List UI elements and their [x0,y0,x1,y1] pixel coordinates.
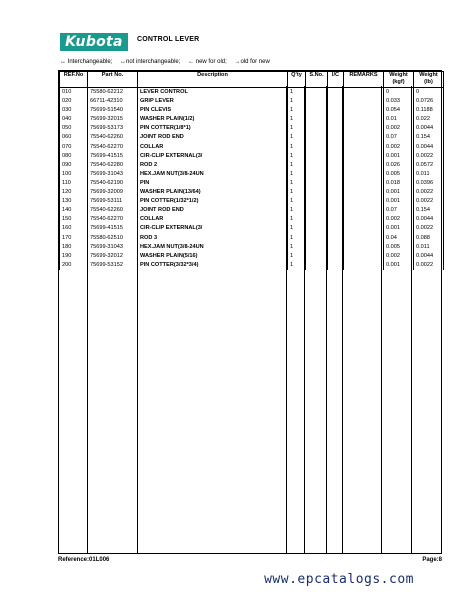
table-row [60,197,444,206]
ref-no-cell: 010 [60,88,88,98]
part-no-cell: 75540-62260 [88,133,138,142]
table-row [60,106,444,115]
ref-no-cell: 100 [60,170,88,179]
part-no-cell: 75540-62260 [88,206,138,215]
table-row [60,179,444,188]
weight-lb-cell: 0.0022 [414,261,444,270]
weight-kgf-cell: 0.002 [384,215,414,224]
table-row [60,188,444,197]
weight-kgf-cell: 0.001 [384,197,414,206]
remarks-cell [344,152,384,161]
serial-no-cell [306,133,328,142]
col-ic: I/C [328,72,344,88]
description-cell: PIN COTTER(3/32*3/4) [138,261,288,270]
weight-lb-cell: 0.0044 [414,215,444,224]
remarks-cell [344,206,384,215]
qty-cell: 1 [288,215,306,224]
table-row [60,88,444,98]
serial-no-cell [306,215,328,224]
remarks-cell [344,143,384,152]
ref-no-cell: 060 [60,133,88,142]
kubota-logo: Kubota [60,33,128,51]
part-no-cell: 75699-41515 [88,152,138,161]
serial-no-cell [306,170,328,179]
weight-lb-cell: 0.0022 [414,188,444,197]
table-row [60,97,444,106]
serial-no-cell [306,88,328,98]
description-cell: JOINT ROD END [138,133,288,142]
remarks-cell [344,115,384,124]
col-ref-no: REF.No [60,72,88,88]
serial-no-cell [306,179,328,188]
legend-interchangeable: ↔ Interchangeable; [60,59,113,65]
qty-cell: 1 [288,133,306,142]
qty-cell: 1 [288,143,306,152]
weight-lb-cell: 0.0726 [414,97,444,106]
ref-no-cell: 040 [60,115,88,124]
table-row [60,252,444,261]
col-serial-no: S.No. [306,72,328,88]
part-no-cell: 75580-62212 [88,88,138,98]
weight-kgf-cell: 0.005 [384,243,414,252]
table-header-row [60,72,444,88]
page-number: Page:8 [422,557,442,563]
remarks-cell [344,252,384,261]
description-cell: HEX.JAM NUT(3/8-24UN [138,170,288,179]
remarks-cell [344,88,384,98]
table-row [60,115,444,124]
description-cell: PIN CLEVIS [138,106,288,115]
weight-lb-cell: 0.0044 [414,252,444,261]
column-divider [87,86,88,553]
remarks-cell [344,170,384,179]
col-qty: Q'ty [288,72,306,88]
weight-kgf-cell: 0.054 [384,106,414,115]
description-cell: HEX.JAM NUT(3/8-24UN [138,243,288,252]
serial-no-cell [306,161,328,170]
weight-kgf-cell: 0.033 [384,97,414,106]
qty-cell: 1 [288,88,306,98]
qty-cell: 1 [288,124,306,133]
legend-new-for-old: ← new for old; [188,59,227,65]
part-no-cell: 75699-51540 [88,106,138,115]
qty-cell: 1 [288,106,306,115]
serial-no-cell [306,188,328,197]
table-row [60,143,444,152]
qty-cell: 1 [288,152,306,161]
parts-table [59,71,444,270]
ref-no-cell: 180 [60,243,88,252]
remarks-cell [344,161,384,170]
col-part-no: Part No. [88,72,138,88]
weight-kgf-cell: 0.002 [384,143,414,152]
qty-cell: 1 [288,170,306,179]
qty-cell: 1 [288,224,306,233]
col-weight-kgf: Weight (kgf) [384,72,414,88]
part-no-cell: 75699-31043 [88,170,138,179]
legend-not-interchangeable: ↔not interchangeable; [120,59,181,65]
watermark-url: www.epcatalogs.com [264,572,414,587]
ref-no-cell: 020 [60,97,88,106]
description-cell: ROD 2 [138,161,288,170]
column-divider [286,86,287,553]
weight-kgf-cell: 0.001 [384,261,414,270]
serial-no-cell [306,252,328,261]
part-no-cell: 75699-32012 [88,252,138,261]
column-divider [326,86,327,553]
part-no-cell: 75699-53152 [88,261,138,270]
ref-no-cell: 030 [60,106,88,115]
ref-no-cell: 120 [60,188,88,197]
weight-lb-cell: 0.0022 [414,224,444,233]
qty-cell: 1 [288,161,306,170]
weight-kgf-cell: 0.001 [384,224,414,233]
weight-lb-cell: 0 [414,88,444,98]
qty-cell: 1 [288,115,306,124]
weight-kgf-cell: 0.001 [384,152,414,161]
weight-lb-cell: 0.1188 [414,106,444,115]
remarks-cell [344,97,384,106]
col-remarks: REMARKS [344,72,384,88]
serial-no-cell [306,115,328,124]
table-row [60,224,444,233]
table-row [60,161,444,170]
qty-cell: 1 [288,197,306,206]
qty-cell: 1 [288,97,306,106]
serial-no-cell [306,143,328,152]
part-no-cell: 75540-62280 [88,161,138,170]
description-cell: ROD 3 [138,234,288,243]
description-cell: WASHER PLAIN(5/16) [138,252,288,261]
remarks-cell [344,261,384,270]
ref-no-cell: 160 [60,224,88,233]
remarks-cell [344,197,384,206]
table-row [60,215,444,224]
column-divider [137,86,138,553]
ref-no-cell: 130 [60,197,88,206]
ref-no-cell: 070 [60,143,88,152]
serial-no-cell [306,224,328,233]
serial-no-cell [306,106,328,115]
weight-kgf-cell: 0.01 [384,115,414,124]
serial-no-cell [306,197,328,206]
weight-lb-cell: 0.0044 [414,143,444,152]
ref-no-cell: 080 [60,152,88,161]
weight-kgf-cell: 0.001 [384,188,414,197]
weight-lb-cell: 0.0396 [414,179,444,188]
serial-no-cell [306,152,328,161]
ref-no-cell: 190 [60,252,88,261]
qty-cell: 1 [288,206,306,215]
part-no-cell: 75699-53111 [88,197,138,206]
weight-kgf-cell: 0.018 [384,179,414,188]
description-cell: COLLAR [138,215,288,224]
description-cell: CIR-CLIP EXTERNAL(3/ [138,152,288,161]
description-cell: CIR-CLIP EXTERNAL(3/ [138,224,288,233]
serial-no-cell [306,243,328,252]
weight-kgf-cell: 0.07 [384,133,414,142]
remarks-cell [344,133,384,142]
remarks-cell [344,179,384,188]
description-cell: PIN COTTER(1/8*1) [138,124,288,133]
part-no-cell: 75699-32015 [88,115,138,124]
column-divider [304,86,305,553]
serial-no-cell [306,234,328,243]
qty-cell: 1 [288,179,306,188]
legend-old-for-new: →old for new [234,59,270,65]
table-row [60,234,444,243]
description-cell: LEVER CONTROL [138,88,288,98]
weight-kgf-cell: 0.04 [384,234,414,243]
qty-cell: 1 [288,188,306,197]
part-no-cell: 75699-53173 [88,124,138,133]
weight-lb-cell: 0.0022 [414,152,444,161]
qty-cell: 1 [288,234,306,243]
ref-no-cell: 170 [60,234,88,243]
weight-lb-cell: 0.0572 [414,161,444,170]
weight-lb-cell: 0.011 [414,170,444,179]
interchangeability-legend [60,59,276,65]
ref-no-cell: 200 [60,261,88,270]
description-cell: WASHER PLAIN(13/64) [138,188,288,197]
remarks-cell [344,224,384,233]
weight-lb-cell: 0.154 [414,133,444,142]
table-row [60,170,444,179]
column-divider [342,86,343,553]
remarks-cell [344,188,384,197]
description-cell: COLLAR [138,143,288,152]
remarks-cell [344,243,384,252]
column-divider [411,86,412,553]
weight-kgf-cell: 0.07 [384,206,414,215]
part-no-cell: 75699-32009 [88,188,138,197]
qty-cell: 1 [288,252,306,261]
parts-table-frame [58,70,442,554]
table-row [60,152,444,161]
page-title: CONTROL LEVER [137,36,200,43]
weight-lb-cell: 0.0044 [414,124,444,133]
ref-no-cell: 140 [60,206,88,215]
weight-kgf-cell: 0 [384,88,414,98]
table-row [60,206,444,215]
part-no-cell: 75580-62510 [88,234,138,243]
description-cell: WASHER PLAIN(1/2) [138,115,288,124]
table-row [60,243,444,252]
weight-lb-cell: 0.011 [414,243,444,252]
ref-no-cell: 110 [60,179,88,188]
table-row [60,124,444,133]
part-no-cell: 75540-62270 [88,143,138,152]
serial-no-cell [306,97,328,106]
weight-kgf-cell: 0.002 [384,252,414,261]
remarks-cell [344,234,384,243]
weight-lb-cell: 0.088 [414,234,444,243]
column-divider [381,86,382,553]
qty-cell: 1 [288,243,306,252]
table-row [60,261,444,270]
weight-lb-cell: 0.0022 [414,197,444,206]
serial-no-cell [306,124,328,133]
col-description: Description [138,72,288,88]
table-row [60,133,444,142]
remarks-cell [344,124,384,133]
weight-lb-cell: 0.154 [414,206,444,215]
part-no-cell: 75540-62270 [88,215,138,224]
remarks-cell [344,106,384,115]
weight-kgf-cell: 0.026 [384,161,414,170]
part-no-cell: 75540-62190 [88,179,138,188]
remarks-cell [344,215,384,224]
part-no-cell: 66711-42310 [88,97,138,106]
reference-code: Reference:01L006 [58,557,110,563]
weight-kgf-cell: 0.005 [384,170,414,179]
weight-kgf-cell: 0.002 [384,124,414,133]
ref-no-cell: 090 [60,161,88,170]
description-cell: PIN COTTER(1/32*1/2) [138,197,288,206]
qty-cell: 1 [288,261,306,270]
description-cell: PIN [138,179,288,188]
part-no-cell: 75699-31043 [88,243,138,252]
ref-no-cell: 150 [60,215,88,224]
serial-no-cell [306,206,328,215]
col-weight-lb: Weight (lb) [414,72,444,88]
ref-no-cell: 050 [60,124,88,133]
description-cell: JOINT ROD END [138,206,288,215]
description-cell: GRIP LEVER [138,97,288,106]
part-no-cell: 75699-41515 [88,224,138,233]
serial-no-cell [306,261,328,270]
weight-lb-cell: 0.022 [414,115,444,124]
